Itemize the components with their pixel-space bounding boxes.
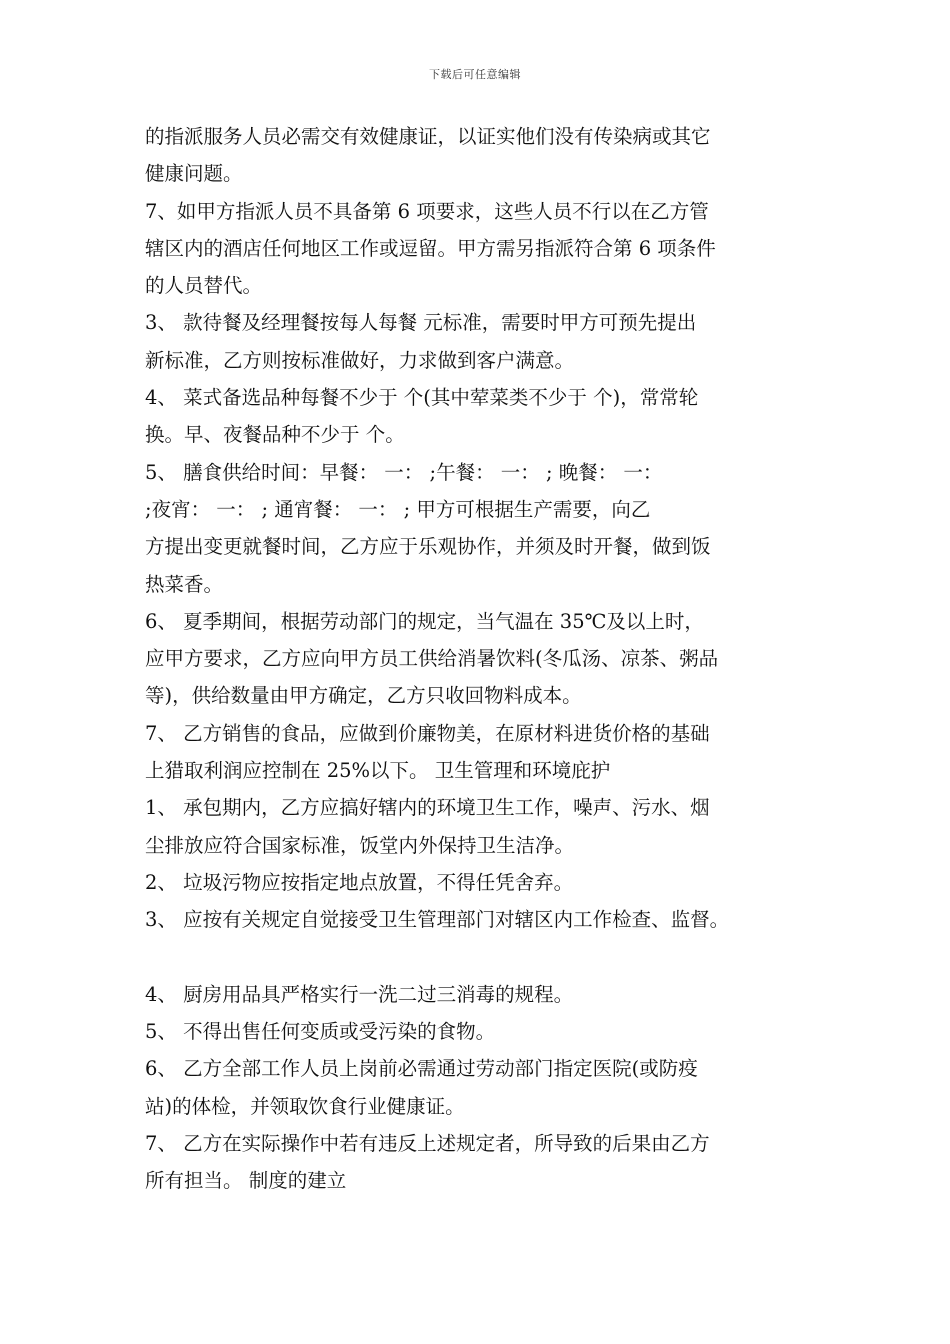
text-line: 3、 款待餐及经理餐按每人每餐 元标准，需要时甲方可预先提出: [145, 311, 697, 335]
text-line: 6、 夏季期间，根据劳动部门的规定，当气温在 35℃及以上时，: [145, 609, 704, 633]
text-line: 3、 应按有关规定自觉接受卫生管理部门对辖区内工作检查、监督。: [145, 908, 730, 932]
text-line: 热菜香。: [145, 572, 224, 596]
text-line: 等)，供给数量由甲方确定，乙方只收回物料成本。: [145, 684, 582, 708]
text-line: 7、 乙方在实际操作中若有违反上述规定者，所导致的后果由乙方: [145, 1132, 710, 1156]
document-body: [145, 118, 815, 1200]
page-header: 下载后可任意编辑: [429, 68, 521, 81]
text-line: 的指派服务人员必需交有效健康证，以证实他们没有传染病或其它: [145, 125, 711, 148]
text-line: 4、 厨房用品具严格实行一洗二过三消毒的规程。: [145, 982, 574, 1006]
text-line: 的人员替代。: [145, 274, 263, 298]
text-line: 5、 不得出售任何变质或受污染的食物。: [145, 1020, 496, 1044]
text-line: 尘排放应符合国家标准，饭堂内外保持卫生洁净。: [145, 833, 575, 857]
text-line: 5、 膳食供给时间：早餐： 一： ;午餐： 一： ; 晚餐： 一：: [145, 460, 663, 484]
text-line: 应甲方要求，乙方应向甲方员工供给消暑饮料(冬瓜汤、凉茶、粥品: [145, 647, 719, 671]
text-line: 健康问题。: [145, 162, 243, 186]
text-line: 新标准，乙方则按标准做好，力求做到客户满意。: [145, 348, 575, 372]
text-line: 辖区内的酒店任何地区工作或逗留。甲方需另指派符合第 6 项条件: [145, 236, 716, 260]
blank-line: [145, 939, 815, 976]
text-line: 4、 菜式备选品种每餐不少于 个(其中荤菜类不少于 个)，常常轮: [145, 386, 699, 410]
text-line: 6、 乙方全部工作人员上岗前必需通过劳动部门指定医院(或防疫: [145, 1057, 698, 1081]
text-line: ;夜宵： 一： ; 通宵餐： 一： ; 甲方可根据生产需要，向乙: [145, 497, 651, 521]
text-line: 1、 承包期内，乙方应搞好辖内的环境卫生工作，噪声、污水、烟: [145, 796, 710, 820]
text-line: 换。早、夜餐品种不少于 个。: [145, 423, 405, 447]
text-line: 站)的体检，并领取饮食行业健康证。: [145, 1094, 465, 1118]
text-line: 方提出变更就餐时间，乙方应于乐观协作，并须及时开餐，做到饭: [145, 535, 711, 559]
text-line: 7、 乙方销售的食品，应做到价廉物美，在原材料进货价格的基础: [145, 721, 710, 745]
text-line: 7、如甲方指派人员不具备第 6 项要求，这些人员不行以在乙方管: [145, 199, 709, 223]
text-line: 上猎取利润应控制在 25%以下。 卫生管理和环境庇护: [145, 759, 611, 783]
text-line: 所有担当。 制度的建立: [145, 1169, 347, 1193]
text-line: 2、 垃圾污物应按指定地点放置，不得任凭舍弃。: [145, 870, 574, 894]
